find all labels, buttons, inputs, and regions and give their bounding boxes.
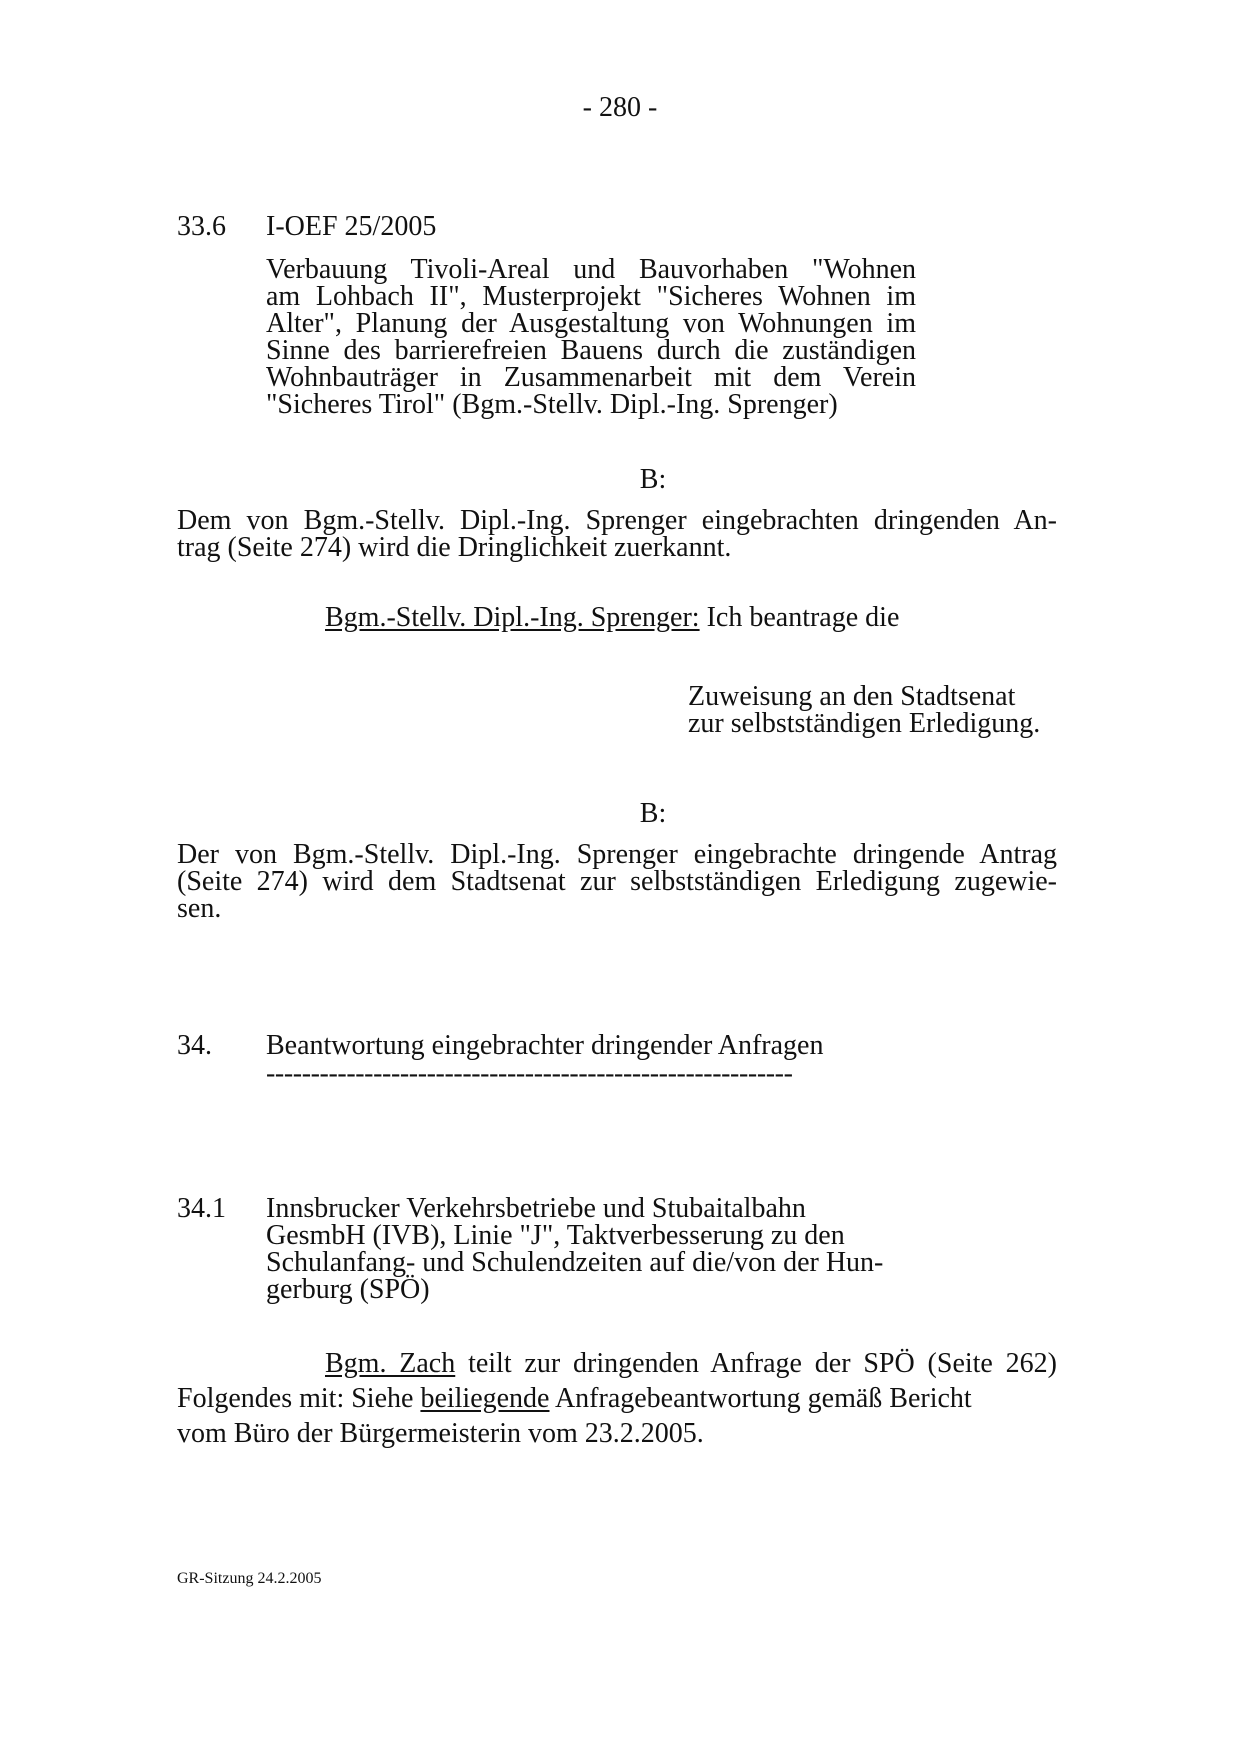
answer-line: vom Büro der Bürgermeisterin vom 23.2.2005.	[177, 1418, 704, 1449]
subject-line: GesmbH (IVB), Linie "J", Taktverbesserung zu den	[266, 1220, 845, 1251]
subject-line: Innsbrucker Verkehrsbetriebe und Stubaitalbahn	[266, 1193, 806, 1224]
resolution-line: Dem von Bgm.-Stellv. Dipl.-Ing. Sprenger eingebrachten dringenden An-	[177, 505, 1057, 536]
subject-line: Alter", Planung der Ausgestaltung von Wohnungen im	[266, 308, 916, 339]
subject-line: Verbauung Tivoli-Areal und Bauvorhaben "Wohnen	[266, 254, 916, 285]
section-title-rule: -----------------------------------------------------------	[266, 1058, 793, 1089]
subject-line: "Sicheres Tirol" (Bgm.-Stellv. Dipl.-Ing. Sprenger)	[266, 389, 838, 420]
subject-line: gerburg (SPÖ)	[266, 1274, 430, 1305]
motion-request-line: zur selbstständigen Erledigung.	[688, 708, 1041, 739]
motion-speaker: Bgm.-Stellv. Dipl.-Ing. Sprenger:	[325, 602, 700, 633]
section-reference: I-OEF 25/2005	[266, 211, 437, 242]
motion-line	[325, 604, 899, 632]
answer-text: teilt zur dringenden Anfrage der SPÖ (Seite 262)	[455, 1348, 1058, 1379]
answer-line	[177, 1385, 972, 1413]
resolution-line: trag (Seite 274) wird die Dringlichkeit zuerkannt.	[177, 532, 732, 563]
answer-text: Folgendes mit: Siehe	[177, 1383, 421, 1414]
resolution-label: B:	[639, 798, 667, 829]
section-number: 34.1	[177, 1193, 226, 1224]
footer-session-date: GR-Sitzung 24.2.2005	[177, 1570, 322, 1587]
attachment-reference: beiliegende	[420, 1383, 550, 1414]
subject-line: Sinne des barrierefreien Bauens durch die zuständigen	[266, 335, 916, 366]
resolution-line: (Seite 274) wird dem Stadtsenat zur selbstständigen Erledigung zugewie-	[177, 866, 1057, 897]
subject-line: Wohnbauträger in Zusammenarbeit mit dem Verein	[266, 362, 916, 393]
resolution-line: sen.	[177, 893, 222, 924]
answer-text: Anfragebeantwortung gemäß Bericht	[549, 1383, 972, 1414]
motion-request-line: Zuweisung an den Stadtsenat	[688, 681, 1016, 712]
section-title: Beantwortung eingebrachter dringender Anfragen	[266, 1030, 824, 1061]
resolution-label: B:	[639, 464, 667, 495]
answer-speaker: Bgm. Zach	[325, 1348, 456, 1379]
subject-line: Schulanfang- und Schulendzeiten auf die/von der Hun-	[266, 1247, 884, 1278]
motion-text: Ich beantrage die	[699, 602, 900, 633]
answer-line	[325, 1350, 1057, 1378]
subject-line: am Lohbach II", Musterprojekt "Sicheres Wohnen im	[266, 281, 916, 312]
section-number: 34.	[177, 1030, 212, 1061]
resolution-line: Der von Bgm.-Stellv. Dipl.-Ing. Sprenger eingebrachte dringende Antrag	[177, 839, 1057, 870]
page-number: - 280 -	[582, 92, 658, 123]
section-number: 33.6	[177, 211, 226, 242]
